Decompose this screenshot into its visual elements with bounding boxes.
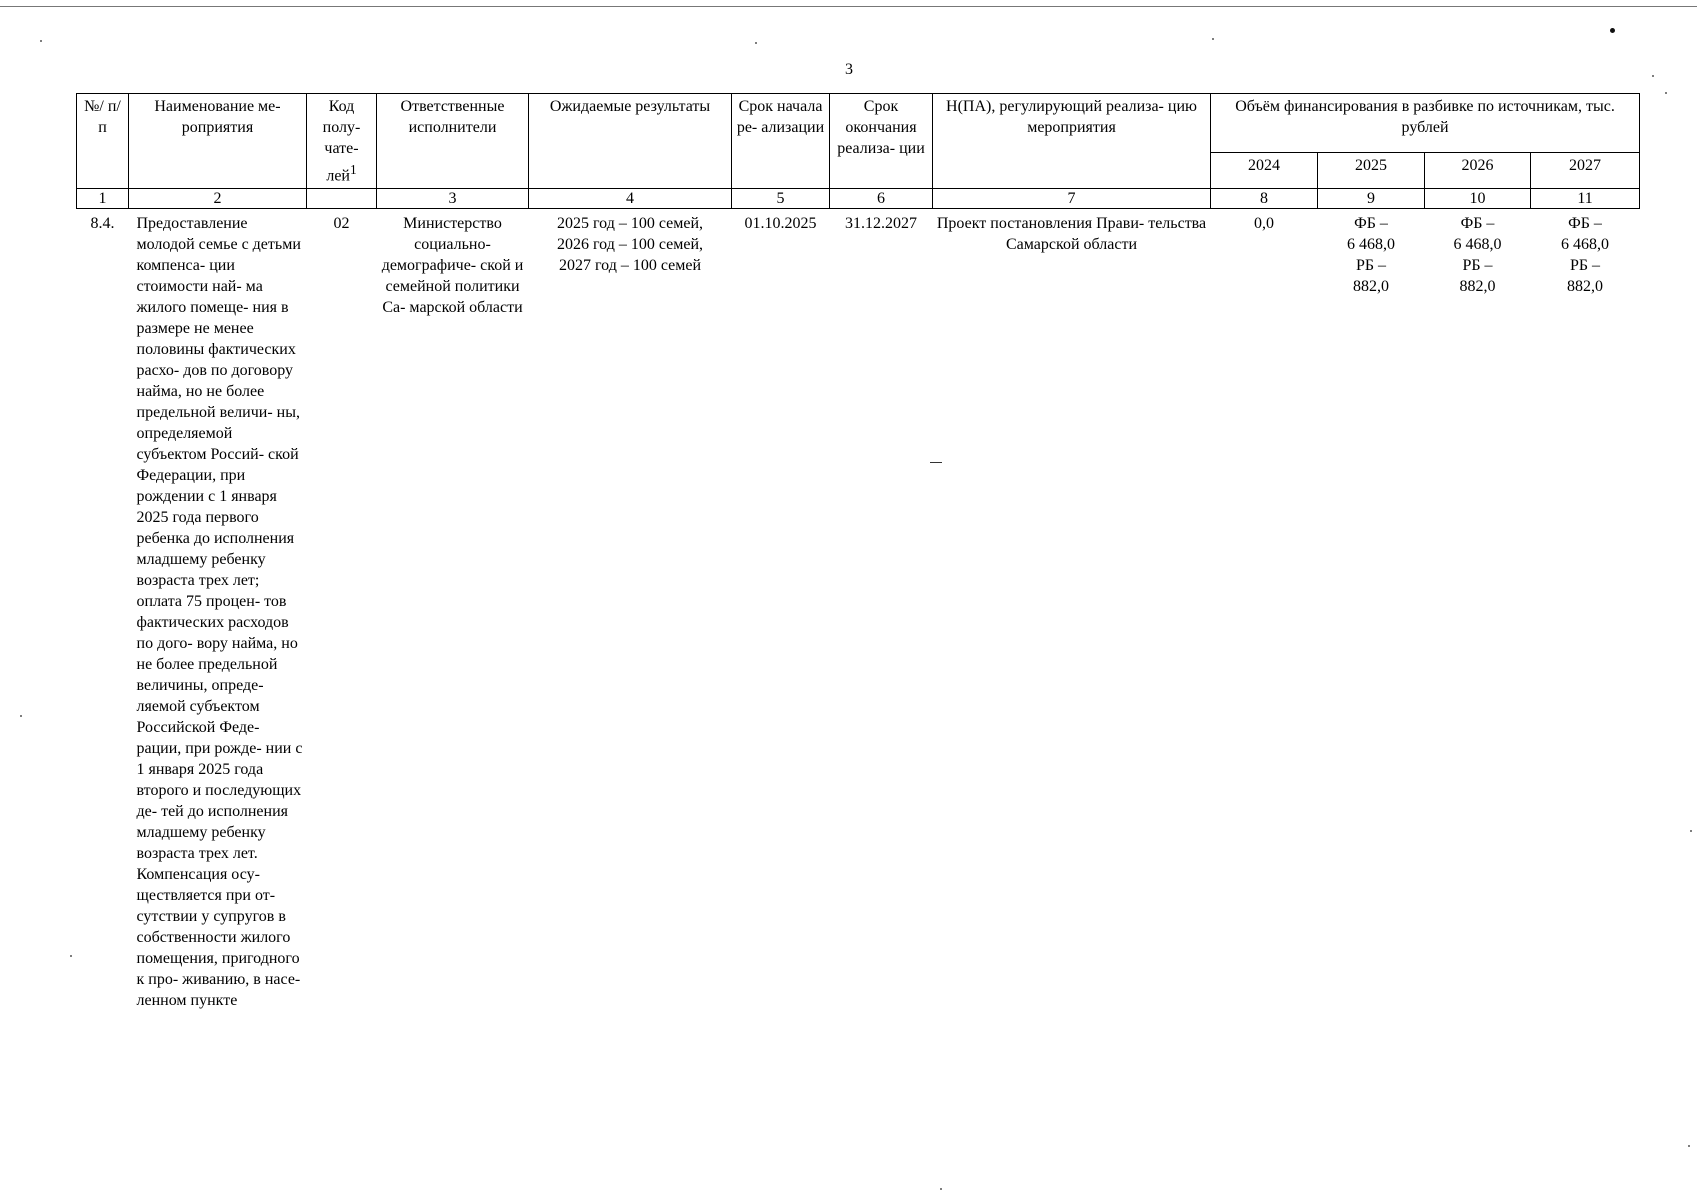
result-line: 2026 год – 100 семей, [556,236,704,254]
row-2024: 0,0 [1254,215,1274,233]
scan-speck [70,955,72,957]
row-executors: Министерство социально- демографиче- ской и семейной политики Са- марской области [381,215,524,317]
fb-label: ФБ – [1568,215,1602,233]
column-number [307,189,377,209]
row-name: Предоставление молодой семье с детьми компенса- ции стоимости най- ма жилого помеще- ния в размере не менее половины фактических расхо- дов по договору найма, но не более предельной величи- ны, определяемой субъектом Россий- ской Федерации, при рождении с 1 января 2025 года первого ребенка до исполнения младшему ребенку возраста трех лет; оплата 75 процен- тов фактических расходов по дого- вору найма, но не более предельной величины, опреде- ляемой субъектом Российской Феде- рации, при рожде- нии с 1 января 2025 года второго и последующих де- тей до исполнения младшему ребенку возраста трех лет. Компенсация осу- ществляется при от- сутствии у супругов в собственности жилого помещения, пригодного к про- живанию, в насе- ленном пункте [136,215,303,1010]
row-num: 8.4. [90,215,115,233]
row-2027 [1531,209,1640,1014]
row-results [529,209,732,1014]
column-number: 3 [377,189,529,209]
column-number: 10 [1425,189,1531,209]
scan-speck [755,42,757,44]
fb-value: 6 468,0 [1453,236,1502,254]
fb-value: 6 468,0 [1347,236,1395,254]
row-start: 01.10.2025 [744,215,817,233]
row-npa: Проект постановления Прави- тельства Самарской области [936,215,1207,254]
row-2026 [1425,209,1531,1014]
scan-speck [40,40,42,42]
scan-speck [1690,830,1692,832]
rb-label: РБ – [1355,257,1387,275]
fb-label: ФБ – [1460,215,1495,233]
header-year: 2025 [1318,153,1425,189]
rb-label: РБ – [1569,257,1601,275]
rb-value: 882,0 [1567,278,1604,296]
column-number: 7 [933,189,1211,209]
column-number: 2 [129,189,307,209]
header-start: Срок начала ре- ализации [732,94,830,189]
column-number: 5 [732,189,830,209]
header-num: №/ п/п [77,94,129,189]
scan-speck [1652,75,1654,77]
column-number: 6 [830,189,933,209]
measures-table [76,93,1640,1013]
result-line: 2027 год – 100 семей [558,257,702,275]
rb-value: 882,0 [1353,278,1389,296]
table-row [77,209,1640,1014]
column-number: 9 [1318,189,1425,209]
column-number: 1 [77,189,129,209]
column-number: 4 [529,189,732,209]
header-row [77,94,1640,153]
page-number: 3 [845,61,853,78]
rb-label: РБ – [1462,257,1493,275]
fb-value: 6 468,0 [1561,236,1610,254]
scan-speck [1665,92,1667,94]
header-executors: Ответственные исполнители [377,94,529,189]
scan-speck [1688,1145,1690,1147]
header-code-footnote: 1 [349,162,357,177]
header-code [307,94,377,189]
column-number: 8 [1211,189,1318,209]
row-2025 [1318,209,1425,1014]
header-end: Срок окончания реализа- ции [830,94,933,189]
header-npa: Н(ПА), регулирующий реализа- цию мероприятия [933,94,1211,189]
column-number: 11 [1531,189,1640,209]
row-end: 31.12.2027 [845,215,917,233]
column-numbers-row [77,189,1640,209]
result-line: 2025 год – 100 семей, [556,215,704,233]
scan-speck [1212,38,1214,40]
header-year: 2026 [1425,153,1531,189]
header-financing: Объём финансирования в разбивке по источникам, тыс. рублей [1211,94,1640,153]
rb-value: 882,0 [1459,278,1496,296]
header-results: Ожидаемые результаты [529,94,732,189]
scan-speck [1610,28,1615,33]
header-code-text: Код полу- чате- лей [322,98,361,185]
scan-speck [940,1188,942,1190]
row-code: 02 [333,215,350,233]
header-name: Наименование ме- роприятия [129,94,307,189]
fb-label: ФБ – [1354,215,1388,233]
header-year: 2027 [1531,153,1640,189]
header-year: 2024 [1211,153,1318,189]
scan-speck [20,715,22,717]
top-rule [0,6,1697,7]
